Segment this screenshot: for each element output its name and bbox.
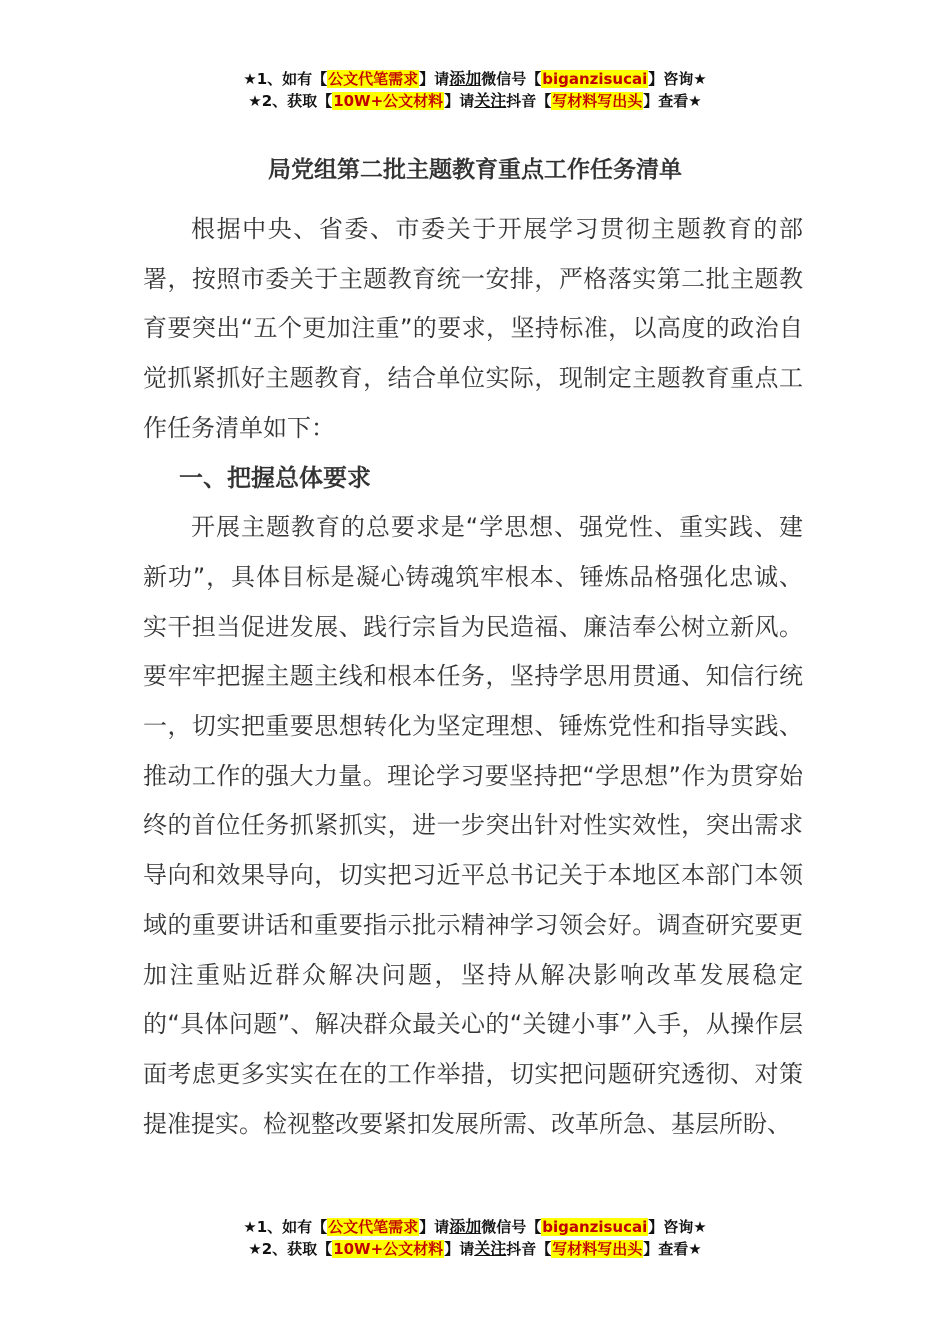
footer-banner bbox=[0, 1216, 950, 1260]
banner-line-1 bbox=[0, 68, 950, 90]
banner-text: 】请 bbox=[444, 92, 475, 110]
document-body bbox=[143, 205, 803, 1149]
banner-emphasis: 关注 bbox=[474, 1239, 507, 1258]
banner-line-2 bbox=[0, 1238, 950, 1260]
banner-highlight: 10W+公文材料 bbox=[333, 1240, 444, 1258]
intro-paragraph: 根据中央、省委、市委关于开展学习贯彻主题教育的部署，按照市委关于主题教育统一安排，严格落实第二批主题教育要突出“五个更加注重”的要求，坚持标准，以高度的政治自觉抓紧抓好主题教育，结合单位实际，现制定主题教育重点工作任务清单如下： bbox=[143, 215, 803, 442]
banner-highlight: 写材料写出头 bbox=[552, 1240, 643, 1258]
banner-line-1 bbox=[0, 1216, 950, 1238]
banner-text: ★2、获取【 bbox=[248, 1240, 333, 1258]
banner-text: 】请 bbox=[419, 70, 450, 88]
banner-highlight: 公文代笔需求 bbox=[328, 70, 419, 88]
banner-text: 微信号【 bbox=[481, 1218, 542, 1236]
header-banner bbox=[0, 68, 950, 112]
banner-text: ★2、获取【 bbox=[248, 92, 333, 110]
section-paragraph: 开展主题教育的总要求是“学思想、强党性、重实践、建新功”，具体目标是凝心铸魂筑牢根本、锤炼品格强化忠诚、实干担当促进发展、践行宗旨为民造福、廉洁奉公树立新风。要牢牢把握主题主线和根本任务，坚持学思用贯通、知信行统一，切实把重要思想转化为坚定理想、锤炼党性和指导实践、推动工作的强大力量。理论学习要坚持把“学思想”作为贯穿始终的首位任务抓紧抓实，进一步突出针对性实效性，突出需求导向和效果导向，切实把习近平总书记关于本地区本部门本领域的重要讲话和重要指示批示精神学习领会好。调查研究要更加注重贴近群众解决问题，坚持从解决影响改革发展稳定的“具体问题”、解决群众最关心的“关键小事”入手，从操作层面考虑更多实实在在的工作举措，切实把问题研究透彻、对策提准提实。检视整改要紧扣发展所需、改革所急、基层所盼、 bbox=[143, 513, 803, 1138]
banner-text: 】查看★ bbox=[643, 1240, 702, 1258]
banner-highlight: 10W+公文材料 bbox=[333, 92, 444, 110]
banner-text: 抖音【 bbox=[506, 1240, 552, 1258]
banner-line-2 bbox=[0, 90, 950, 112]
banner-text: ★1、如有【 bbox=[243, 1218, 328, 1236]
banner-text: 微信号【 bbox=[481, 70, 542, 88]
banner-highlight: 写材料写出头 bbox=[552, 92, 643, 110]
section-heading: 一、把握总体要求 bbox=[179, 463, 371, 492]
banner-text: 】请 bbox=[419, 1218, 450, 1236]
banner-highlight: 公文代笔需求 bbox=[328, 1218, 419, 1236]
banner-text: 】咨询★ bbox=[648, 1218, 707, 1236]
banner-text: ★1、如有【 bbox=[243, 70, 328, 88]
document-title: 局党组第二批主题教育重点工作任务清单 bbox=[268, 157, 682, 183]
banner-text: 】咨询★ bbox=[648, 70, 707, 88]
banner-highlight: biganzisucai bbox=[542, 1218, 648, 1236]
banner-emphasis: 关注 bbox=[474, 91, 507, 110]
banner-text: 抖音【 bbox=[506, 92, 552, 110]
banner-emphasis: 添加 bbox=[449, 1217, 482, 1236]
banner-text: 】请 bbox=[444, 1240, 475, 1258]
banner-highlight: biganzisucai bbox=[542, 70, 648, 88]
banner-emphasis: 添加 bbox=[449, 69, 482, 88]
banner-text: 】查看★ bbox=[643, 92, 702, 110]
